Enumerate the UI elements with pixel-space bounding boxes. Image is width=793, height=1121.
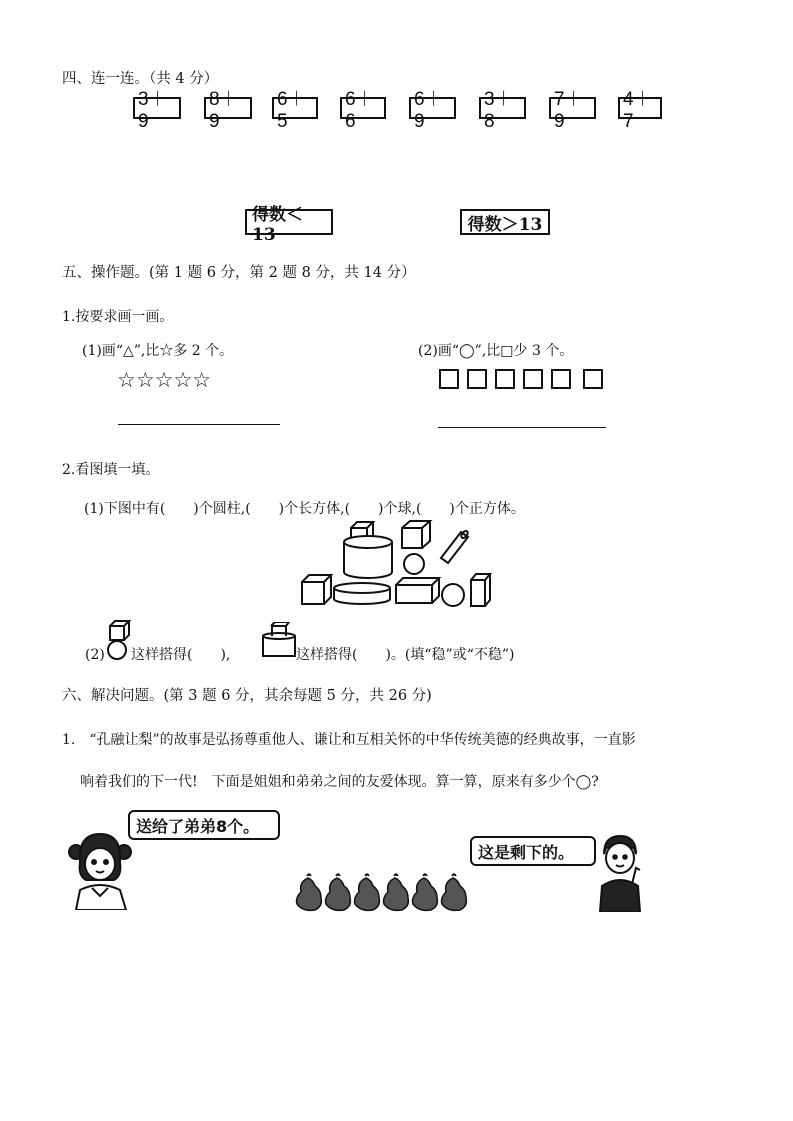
q2-part2-end: 这样搭得( )。(填“稳”或“不稳”) bbox=[296, 647, 515, 663]
q1-text-line2: 响着我们的下一代! 下面是姐姐和弟弟之间的友爱体现。算一算，原来有多少个◯? bbox=[80, 774, 599, 790]
square-shape bbox=[467, 369, 487, 389]
equation-card[interactable]: 4＋7 bbox=[618, 97, 662, 119]
section6-title: 六、解决问题。(第 3 题 6 分，其余每题 5 分，共 26 分) bbox=[62, 688, 432, 704]
equation-card[interactable]: 6＋9 bbox=[409, 97, 456, 119]
q2-title: 2.看图填一填。 bbox=[62, 462, 160, 478]
answer-line[interactable] bbox=[118, 424, 280, 425]
equation-card[interactable]: 3＋8 bbox=[479, 97, 526, 119]
q1-part1: (1)画“△”,比☆多 2 个。 bbox=[82, 343, 234, 359]
pears-row bbox=[293, 872, 469, 912]
equation-card[interactable]: 8＋9 bbox=[204, 97, 252, 119]
q2-part2-mid: 这样搭得( ), bbox=[131, 647, 231, 663]
answer-line[interactable] bbox=[438, 427, 606, 428]
equation-card[interactable]: 7＋9 bbox=[549, 97, 596, 119]
equation-card[interactable]: 6＋6 bbox=[340, 97, 386, 119]
q2-part1: (1)下图中有( )个圆柱,( )个长方体,( )个球,( )个正方体。 bbox=[84, 501, 525, 517]
section5-title: 五、操作题。(第 1 题 6 分，第 2 题 8 分，共 14 分） bbox=[62, 265, 416, 281]
square-shape bbox=[551, 369, 571, 389]
square-shape bbox=[583, 369, 603, 389]
cube-on-ball-icon bbox=[105, 620, 131, 662]
cylinder-on-cube-icon bbox=[262, 622, 296, 660]
equation-card[interactable]: 3＋9 bbox=[133, 97, 181, 119]
section4-title: 四、连一连。（共 4 分） bbox=[62, 71, 219, 87]
target-less-than-13[interactable]: 得数＜13 bbox=[245, 209, 333, 235]
stars-row: ☆☆☆☆☆ bbox=[117, 368, 212, 392]
q1-part2: (2)画“◯”,比□少 3 个。 bbox=[418, 343, 574, 359]
boy-speech-bubble: 这是剩下的。 bbox=[470, 836, 596, 866]
equation-card[interactable]: 6＋5 bbox=[272, 97, 318, 119]
boy-icon bbox=[596, 832, 644, 912]
square-shape bbox=[495, 369, 515, 389]
q1-title: 1.按要求画一画。 bbox=[62, 309, 174, 325]
square-shape bbox=[439, 369, 459, 389]
shapes-picture bbox=[298, 518, 498, 610]
target-greater-than-13[interactable]: 得数＞13 bbox=[460, 209, 550, 235]
girl-icon bbox=[68, 826, 134, 910]
q1-text-line1: 1. “孔融让梨”的故事是弘扬尊重他人、谦让和互相关怀的中华传统美德的经典故事，一直影 bbox=[62, 732, 636, 748]
girl-speech-bubble: 送给了弟弟8个。 bbox=[128, 810, 280, 840]
q2-part2-label: (2) bbox=[85, 647, 105, 663]
square-shape bbox=[523, 369, 543, 389]
